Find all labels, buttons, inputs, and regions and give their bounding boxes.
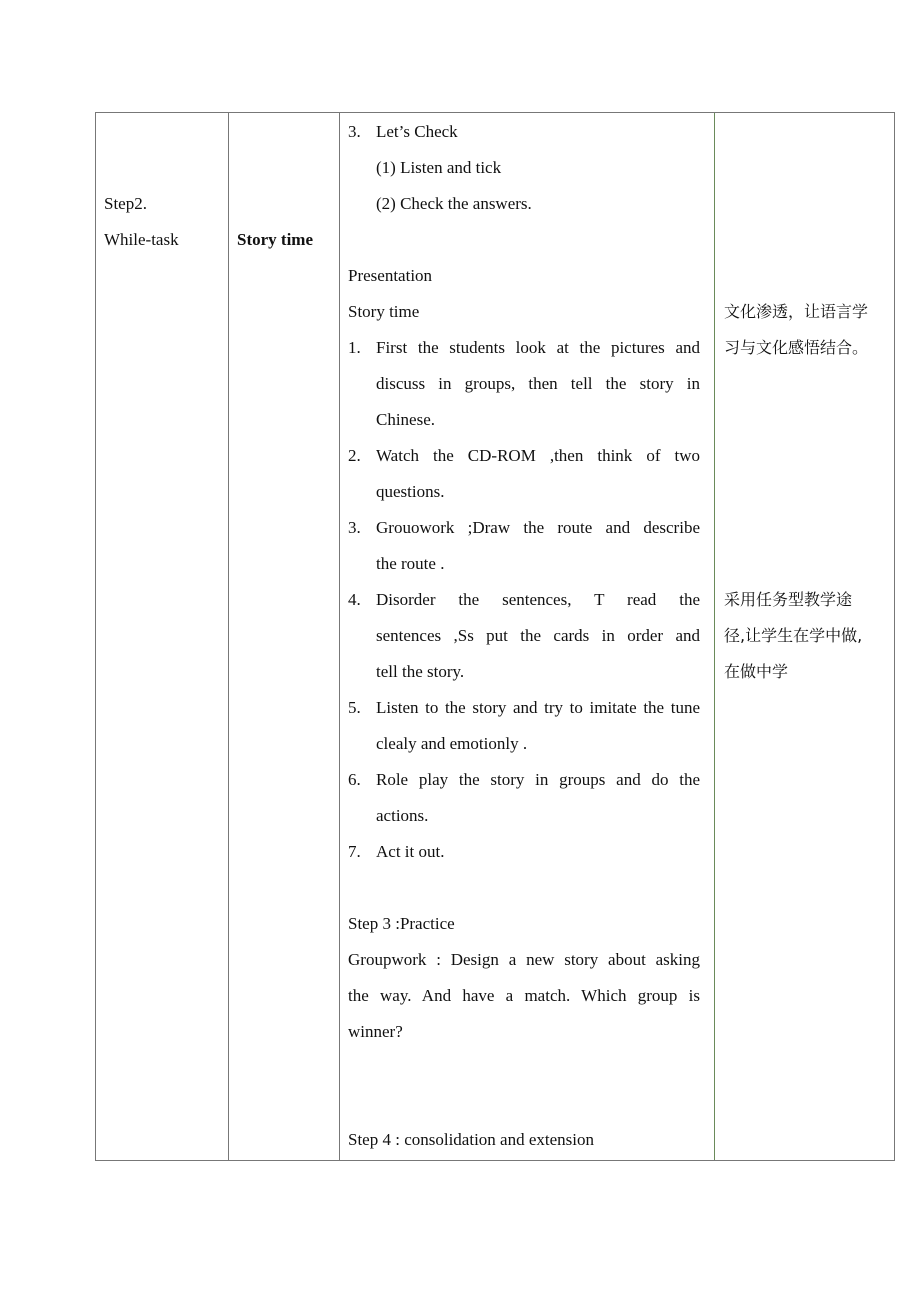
cell-line: While-task <box>104 230 179 249</box>
item-line <box>348 618 708 654</box>
item-text: Grouowork ;Draw the route and describe <box>376 518 700 537</box>
blank-line <box>348 222 708 258</box>
blank-line <box>348 870 708 906</box>
cell-line <box>104 150 224 186</box>
cell-line <box>724 546 894 582</box>
cell-line: 采用任务型教学途 <box>724 590 853 609</box>
item-text: actions. <box>376 806 429 825</box>
item-text: Role play the story in groups and do the <box>376 770 700 789</box>
column-divider <box>714 113 715 1160</box>
item-line <box>348 402 708 438</box>
item-text: Groupwork : Design a new story about asking <box>348 950 700 969</box>
step-cell <box>104 113 224 258</box>
item-text: First the students look at the pictures and <box>376 338 700 357</box>
column-divider <box>339 113 340 1160</box>
item-text: winner? <box>348 1022 403 1041</box>
cell-line <box>237 114 337 150</box>
numbered-item <box>348 582 708 690</box>
item-line <box>348 798 708 834</box>
column-divider <box>228 113 229 1160</box>
paragraph <box>348 942 708 1050</box>
cell-line <box>724 186 894 222</box>
text-line: (1) Listen and tick <box>376 158 502 177</box>
purpose-cell <box>724 113 894 690</box>
cell-line <box>724 402 894 438</box>
cell-line <box>724 114 894 150</box>
item-number: 6. <box>348 770 361 789</box>
blank-line <box>348 1050 708 1086</box>
text-line: Story time <box>348 302 420 321</box>
topic-cell <box>237 113 337 258</box>
item-text: Disorder the sentences, T read the <box>376 590 700 609</box>
item-line <box>348 114 708 150</box>
item-text: the route . <box>376 554 445 573</box>
item-text: discuss in groups, then tell the story in <box>376 374 700 393</box>
item-line <box>348 438 708 474</box>
cell-line <box>237 150 337 186</box>
item-number: 5. <box>348 698 361 717</box>
cell-line: 径,让学生在学中做, <box>724 626 863 645</box>
numbered-item <box>348 114 708 150</box>
lesson-plan-table <box>95 112 895 1161</box>
item-text: tell the story. <box>376 662 465 681</box>
item-line <box>348 330 708 366</box>
item-number: 4. <box>348 590 361 609</box>
item-text: the way. And have a match. Which group is <box>348 986 700 1005</box>
text-line: (2) Check the answers. <box>376 194 532 213</box>
item-line <box>348 978 708 1014</box>
item-number: 3. <box>348 122 361 141</box>
item-number: 2. <box>348 446 361 465</box>
procedure-cell <box>348 113 708 1158</box>
cell-line <box>724 438 894 474</box>
text-line: Step 3 :Practice <box>348 914 455 933</box>
numbered-item <box>348 510 708 582</box>
numbered-item <box>348 834 708 870</box>
item-number: 7. <box>348 842 361 861</box>
item-line <box>348 690 708 726</box>
item-line <box>348 834 708 870</box>
cell-line <box>237 186 337 222</box>
item-text: Chinese. <box>376 410 436 429</box>
item-line <box>348 654 708 690</box>
item-line <box>348 1014 708 1050</box>
item-number: 3. <box>348 518 361 537</box>
item-text: questions. <box>376 482 445 501</box>
cell-line <box>104 114 224 150</box>
blank-line <box>348 1086 708 1122</box>
item-line <box>348 762 708 798</box>
item-line <box>348 474 708 510</box>
item-text: Let’s Check <box>376 122 458 141</box>
item-text: Watch the CD-ROM ,then think of two <box>376 446 700 465</box>
item-text: clealy and emotionly . <box>376 734 528 753</box>
text-line: Step 4 : consolidation and extension <box>348 1130 594 1149</box>
numbered-item <box>348 438 708 510</box>
item-text: Listen to the story and try to imitate the tune <box>376 698 700 717</box>
text-line: Presentation <box>348 266 433 285</box>
numbered-item <box>348 690 708 762</box>
cell-line <box>724 150 894 186</box>
cell-line: Story time <box>237 230 314 249</box>
item-line <box>348 546 708 582</box>
cell-line <box>724 222 894 258</box>
cell-line: 文化渗透，让语言学 <box>724 302 869 321</box>
cell-line <box>724 510 894 546</box>
numbered-item <box>348 762 708 834</box>
item-line <box>348 942 708 978</box>
cell-line <box>724 366 894 402</box>
cell-line <box>724 474 894 510</box>
item-line <box>348 510 708 546</box>
item-text: Act it out. <box>376 842 445 861</box>
item-number: 1. <box>348 338 361 357</box>
item-text: sentences ,Ss put the cards in order and <box>376 626 700 645</box>
item-line <box>348 582 708 618</box>
cell-line <box>724 258 894 294</box>
cell-line: 习与文化感悟结合。 <box>724 338 869 357</box>
cell-line: Step2. <box>104 194 147 213</box>
item-line <box>348 726 708 762</box>
numbered-item <box>348 330 708 438</box>
cell-line: 在做中学 <box>724 662 789 681</box>
item-line <box>348 366 708 402</box>
